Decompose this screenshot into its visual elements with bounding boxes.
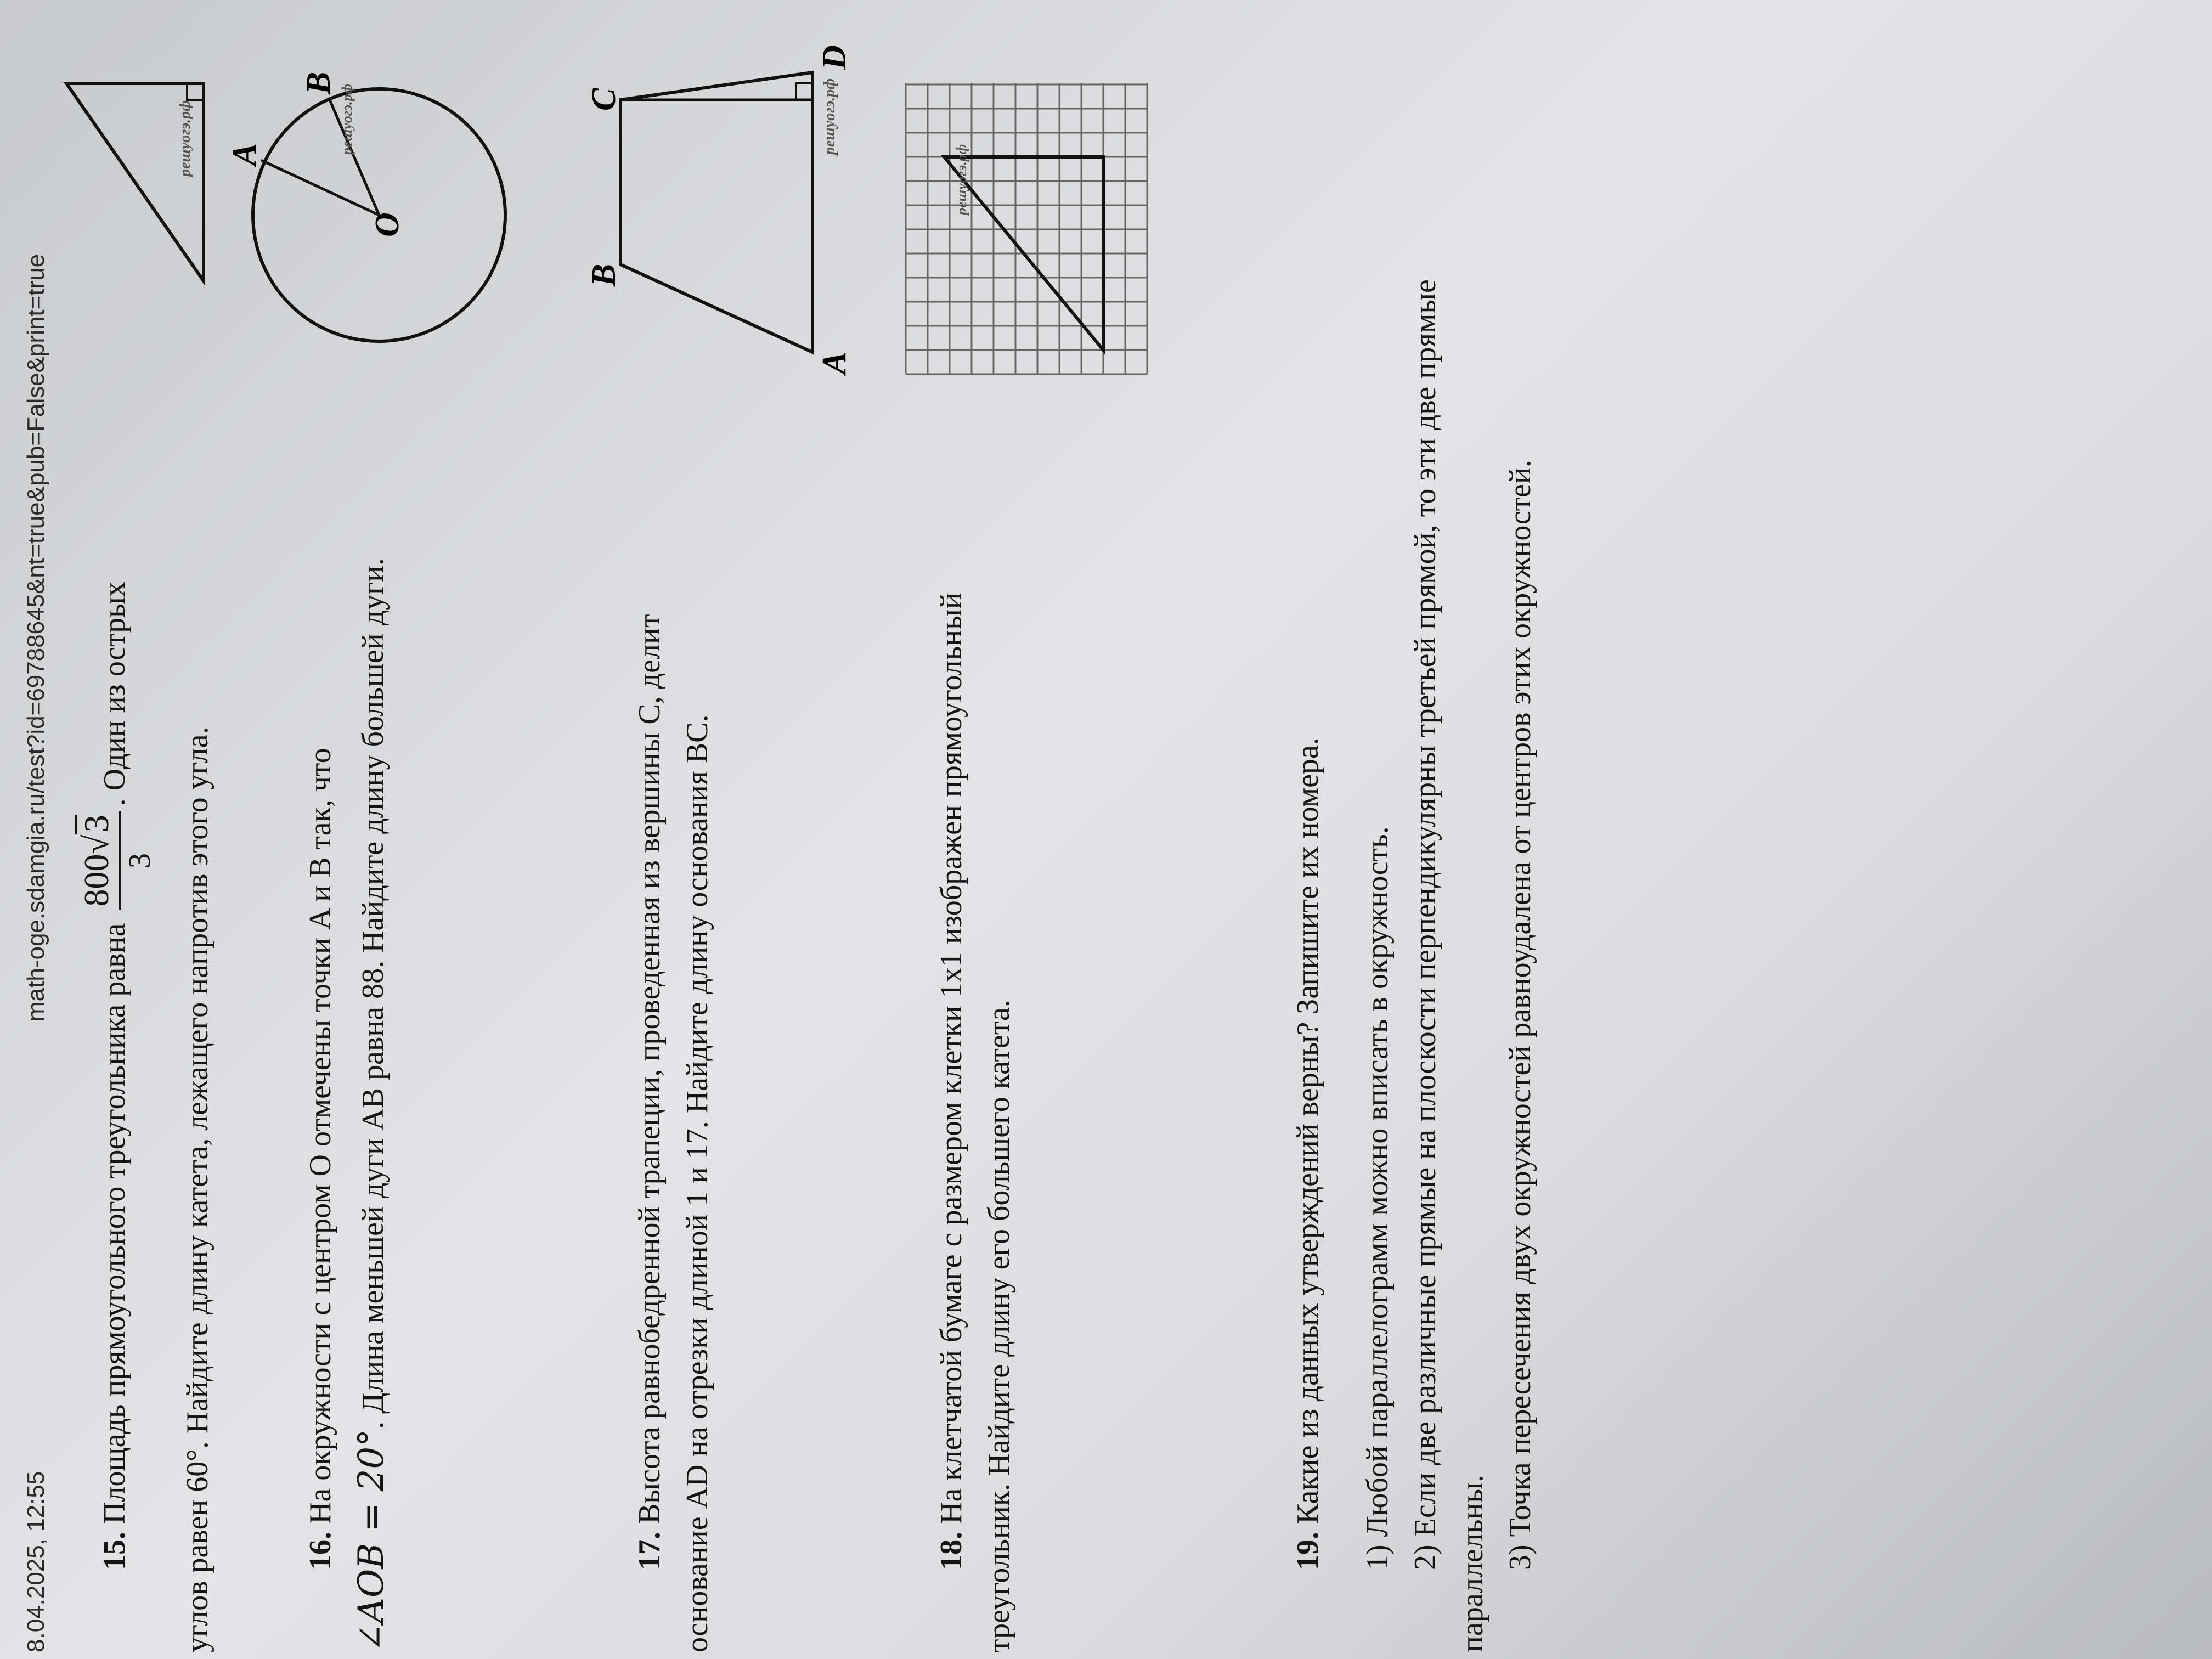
- problem-16-line-2: [345, 347, 399, 1652]
- problem-19-question: Какие из данных утверждений верны? Запишите их номера.: [1291, 737, 1325, 1524]
- statement-1: 1) Любой параллелограмм можно вписать в окружность.: [1360, 826, 1395, 1570]
- problem-15-line-2: углов равен 60°. Найдите длину катета, лежащего напротив этого угла.: [180, 726, 215, 1652]
- problem-18: [928, 391, 1023, 1652]
- problem-16-text-2: . Длина меньшей дуги AB равна 88. Найдите длину большей дуги.: [356, 557, 390, 1429]
- problem-17-text-1: Высота равнобедренной трапеции, проведенная из вершины C, делит: [633, 614, 667, 1524]
- problem-18-text-1: На клетчатой бумаге с размером клетки 1x1 изображен прямоугольный: [934, 592, 968, 1524]
- problem-17-line-2: основание AD на отрезки длиной 1 и 17. Найдите длину основания BC.: [680, 714, 714, 1652]
- statement-2: 2) Если две различные прямые на плоскости перпендикулярны третьей прямой, то эти две прямые: [1408, 279, 1442, 1570]
- vertex-c-label: C: [585, 88, 623, 111]
- problem-18-line-2: треугольник. Найдите длину его большего катета.: [981, 1000, 1016, 1652]
- watermark-16: решуогэ.рф: [339, 83, 355, 155]
- problem-18-figure: [900, 72, 1153, 380]
- problem-16-line-1: [297, 347, 345, 1652]
- trapezoid-diagram: [585, 34, 867, 374]
- point-a-label: A: [226, 143, 263, 166]
- problem-15-figure: [55, 61, 220, 292]
- problem-19-number: 19.: [1291, 1532, 1325, 1570]
- problem-16: [297, 347, 399, 1652]
- grid-triangle-diagram: [900, 72, 1153, 380]
- watermark-18: решуогэ.рф: [953, 144, 969, 215]
- problem-18-number: 18.: [934, 1532, 968, 1570]
- problem-16-figure: [226, 61, 516, 347]
- problem-19-question-line: [1284, 61, 1332, 1652]
- point-b-label: B: [300, 71, 337, 94]
- watermark-17: решуогэ.рф: [821, 78, 838, 155]
- print-date: 8.04.2025, 12:55: [22, 1471, 49, 1652]
- point-o-label: O: [369, 212, 406, 237]
- problem-16-text-1: На окружности с центром O отмечены точки A и B так, что: [303, 748, 337, 1524]
- right-triangle-diagram: [55, 61, 220, 292]
- problem-15-text-after: . Один из острых: [97, 582, 132, 806]
- fraction-denominator: 3: [123, 853, 157, 868]
- watermark-15: решуогэ.рф: [177, 100, 194, 177]
- vertex-a-label: A: [816, 351, 853, 374]
- vertex-b-label: B: [585, 263, 623, 286]
- statement-2-continuation: параллельны.: [1455, 1475, 1490, 1652]
- problem-17-line-1: [626, 347, 674, 1652]
- fraction-numerator: 800: [77, 854, 116, 907]
- problem-15: [77, 281, 222, 1652]
- worksheet-page: [22, 7, 2190, 1652]
- problem-15-text-before: Площадь прямоугольного треугольника равна: [97, 923, 132, 1524]
- problem-17-figure: [585, 34, 867, 374]
- circle-diagram: [226, 61, 516, 347]
- problem-15-fraction: 800√3 3: [77, 811, 157, 910]
- problem-16-number: 16.: [303, 1532, 337, 1570]
- problem-16-angle: ∠AOB = 20°: [351, 1429, 392, 1652]
- vertex-d-label: D: [816, 45, 853, 70]
- problem-15-number: 15.: [97, 1532, 132, 1570]
- statement-3: 3) Точка пересечения двух окружностей равноудалена от центров этих окружностей.: [1503, 460, 1538, 1570]
- problem-18-line-1: [928, 391, 975, 1652]
- fraction-radicand: 3: [75, 815, 116, 834]
- problem-17-number: 17.: [633, 1532, 667, 1570]
- problem-19: [1284, 61, 1544, 1652]
- print-url: math-oge.sdamgia.ru/test?id=69788645&nt=true&pub=False&print=true: [22, 253, 49, 1022]
- problem-17: [626, 347, 721, 1652]
- problem-15-line-1: [77, 281, 157, 1570]
